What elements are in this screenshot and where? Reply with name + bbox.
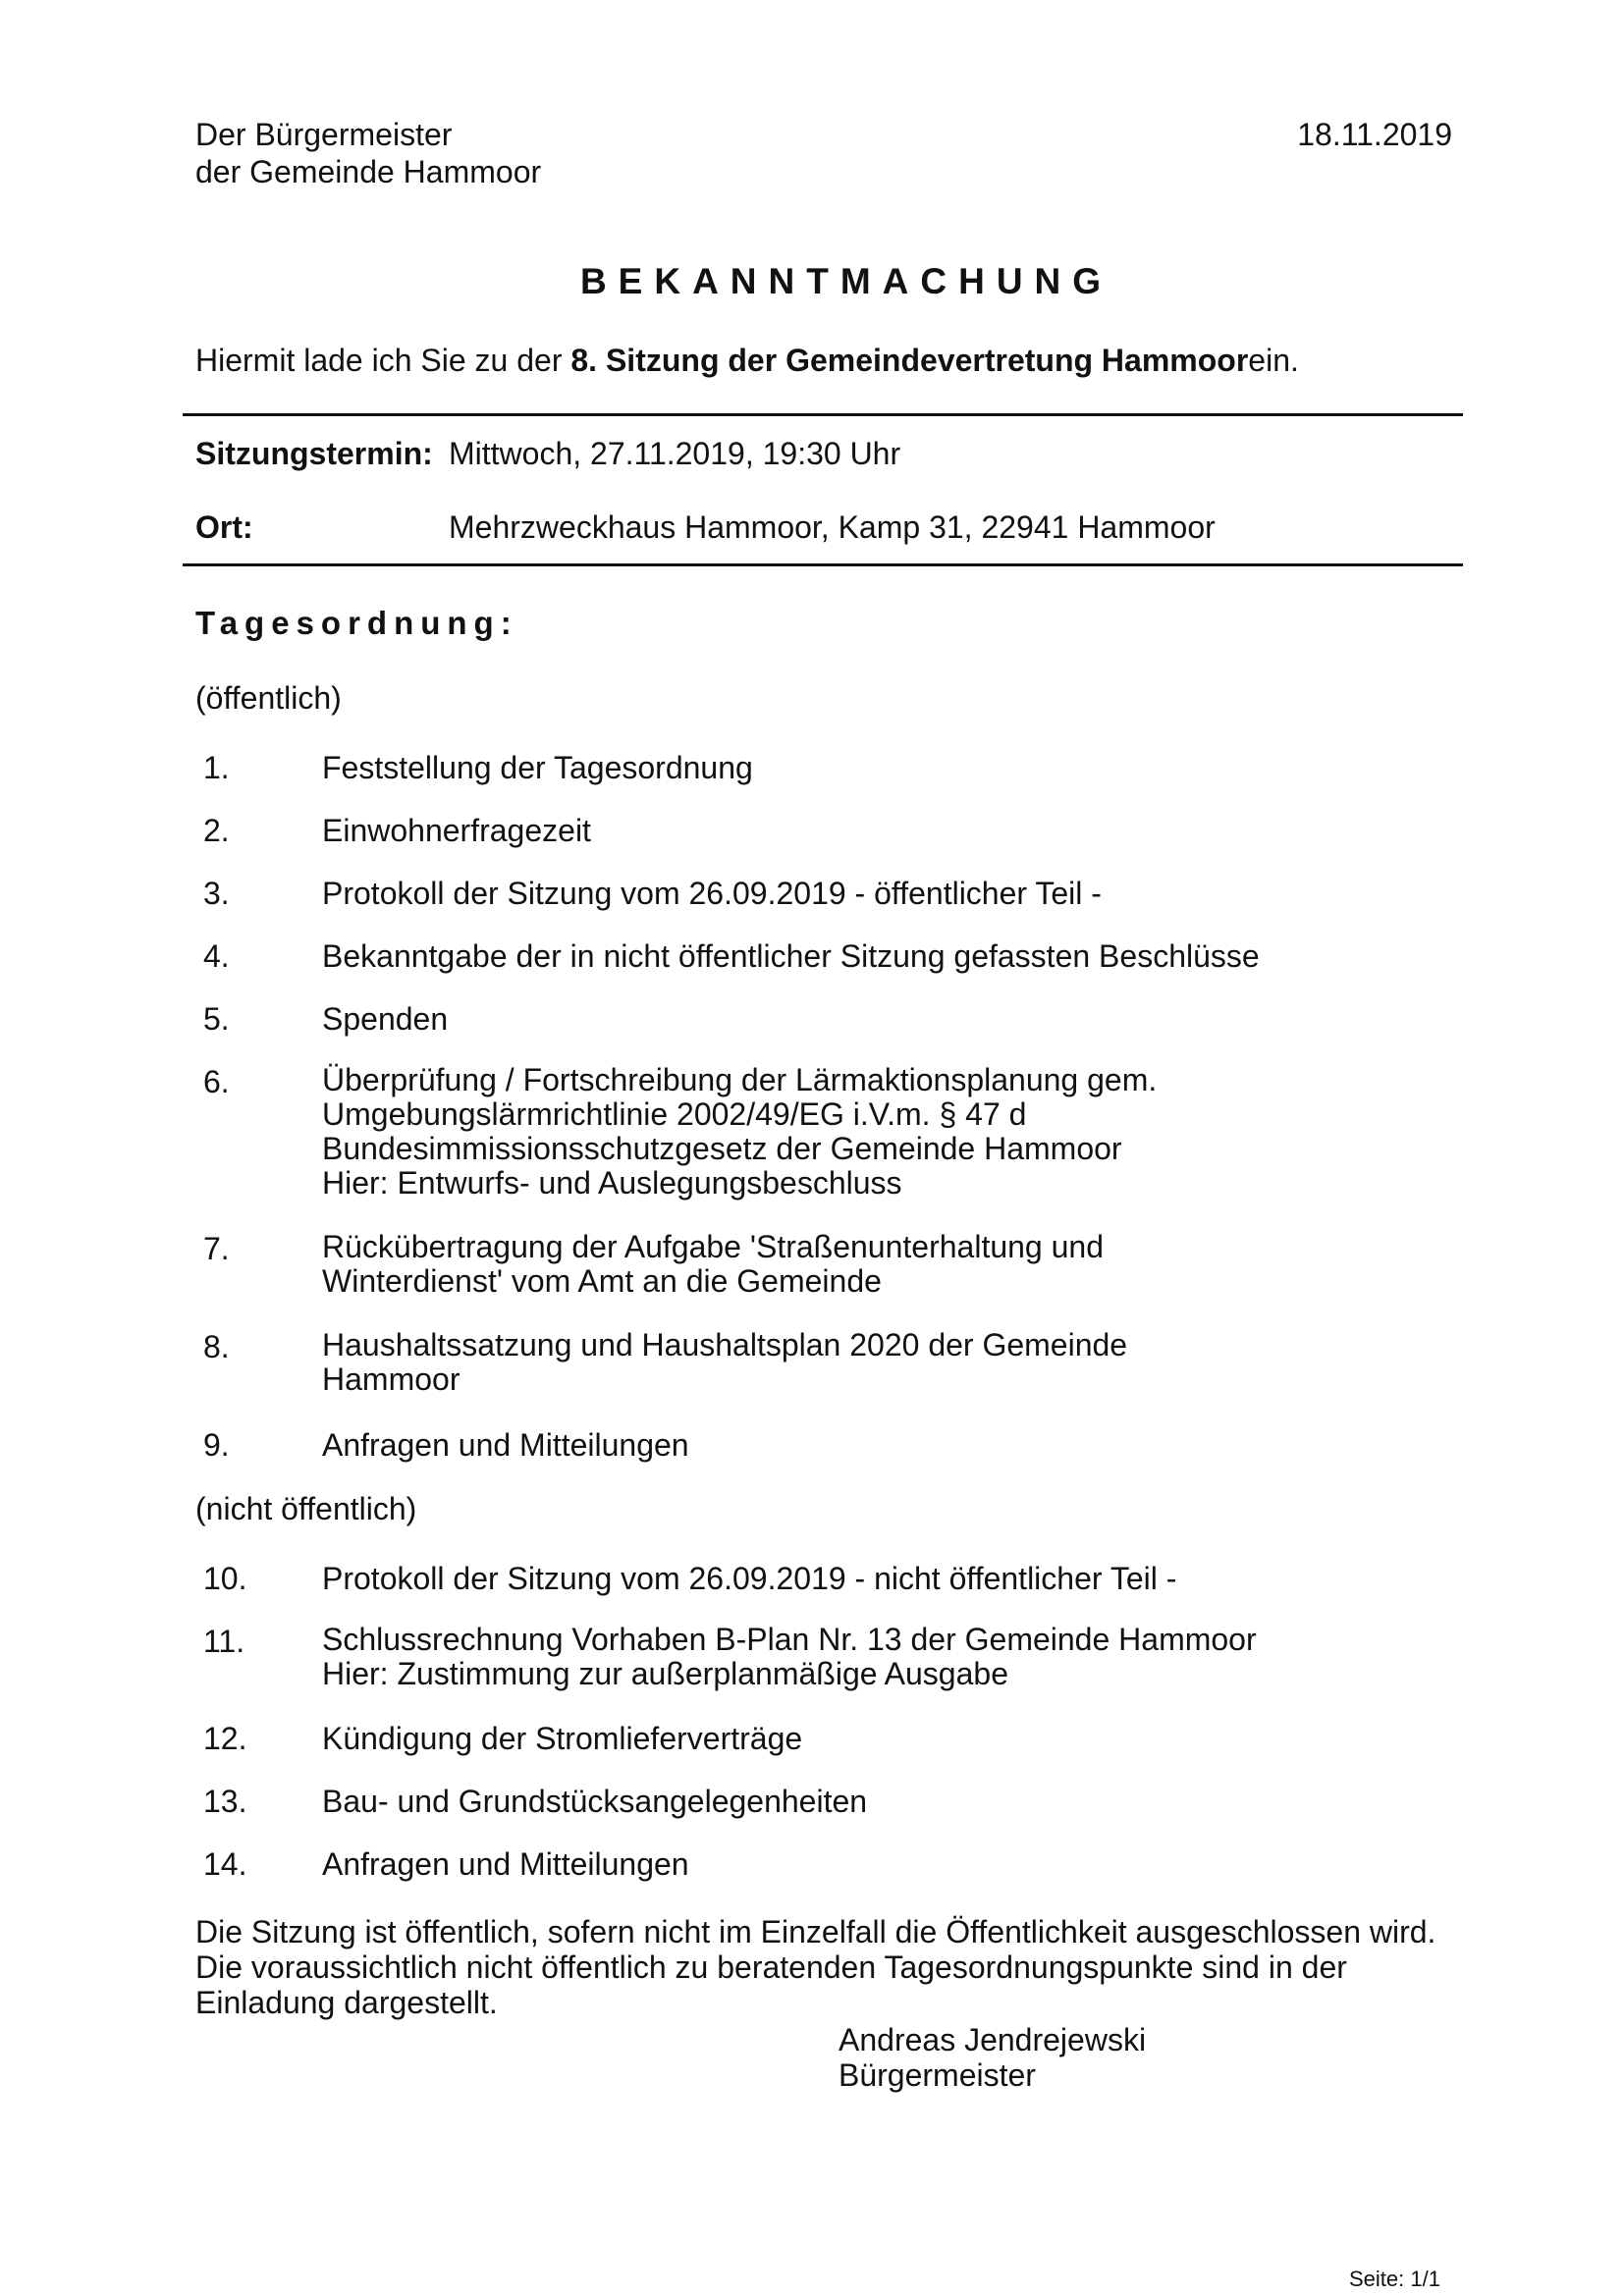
meeting-date-value: Mittwoch, 27.11.2019, 19:30 Uhr [449,436,901,471]
agenda-item-text [322,1328,1461,1397]
invitation-suffix: ein. [1248,343,1299,378]
agenda-item-number: 11. [203,1624,245,1659]
document-date: 18.11.2019 [1297,117,1452,152]
agenda-item-text [322,1623,1461,1691]
meeting-place-value: Mehrzweckhaus Hammoor, Kamp 31, 22941 Hammoor [449,509,1216,545]
agenda-item-line: Anfragen und Mitteilungen [322,1427,689,1463]
agenda-item-line: Überprüfung / Fortschreibung der Lärmaktionsplanung gem. [322,1062,1158,1097]
agenda-item-line: Hier: Entwurfs- und Auslegungsbeschluss [322,1165,902,1201]
closing-line: Einladung dargestellt. [195,1985,498,2020]
agenda-item-number: 2. [203,813,230,848]
agenda-item-text [322,1063,1461,1201]
invitation-prefix: Hiermit lade ich Sie zu der [195,343,571,378]
agenda-item-line: Haushaltssatzung und Haushaltsplan 2020 der Gemeinde [322,1327,1128,1362]
meeting-place-label: Ort: [195,509,253,545]
sender-municipality: der Gemeinde Hammoor [195,154,542,189]
nonpublic-section-label: (nicht öffentlich) [195,1491,417,1526]
agenda-item-number: 3. [203,876,230,911]
agenda-item-line: Rückübertragung der Aufgabe 'Straßenunterhaltung und [322,1229,1104,1264]
agenda-item-number: 1. [203,750,230,785]
agenda-item-line: Spenden [322,1001,449,1037]
agenda-item-text [322,875,1461,912]
agenda-item-line: Hier: Zustimmung zur außerplanmäßige Ausgabe [322,1656,1008,1691]
agenda-heading: Tagesordnung: [195,605,518,641]
agenda-item-line: Winterdienst' vom Amt an die Gemeinde [322,1263,882,1299]
sender-block [195,116,541,190]
agenda-item-line: Bekanntgabe der in nicht öffentlicher Sitzung gefassten Beschlüsse [322,938,1260,974]
agenda-item-line: Umgebungslärmrichtlinie 2002/49/EG i.V.m. § 47 d [322,1096,1027,1132]
signature-block [839,2022,1146,2093]
agenda-item-number: 6. [203,1064,230,1099]
agenda-item-text [322,1720,1461,1757]
agenda-item-text [322,937,1461,975]
divider-bottom [183,563,1463,566]
agenda-item-line: Kündigung der Stromlieferverträge [322,1721,803,1756]
signatory-role: Bürgermeister [839,2057,1036,2093]
agenda-item-line: Anfragen und Mitteilungen [322,1846,689,1882]
divider-top [183,413,1463,416]
meeting-date-label: Sitzungstermin: [195,436,433,471]
agenda-item-number: 13. [203,1784,247,1819]
agenda-item-text [322,1230,1461,1299]
agenda-item-line: Feststellung der Tagesordnung [322,750,753,785]
agenda-item-text [322,1000,1461,1038]
closing-line: Die Sitzung ist öffentlich, sofern nicht im Einzelfall die Öffentlichkeit ausgeschlossen wird. [195,1914,1436,1949]
agenda-item-text [322,1426,1461,1464]
agenda-item-text [322,812,1461,849]
page-number: Seite: 1/1 [1349,2267,1440,2291]
meeting-name: 8. Sitzung der Gemeindevertretung Hammoor [570,343,1249,378]
document-title: BEKANNTMACHUNG [579,261,1113,301]
agenda-item-line: Bau- und Grundstücksangelegenheiten [322,1784,868,1819]
public-section-label: (öffentlich) [195,680,342,716]
invitation-text [195,342,1299,379]
agenda-item-number: 4. [203,938,230,974]
agenda-item-line: Bundesimmissionsschutzgesetz der Gemeinde Hammoor [322,1131,1122,1166]
agenda-item-text [322,1783,1461,1820]
agenda-item-text [322,1560,1461,1597]
closing-paragraph [195,1914,1435,2020]
agenda-item-line: Hammoor [322,1362,460,1397]
sender-title: Der Bürgermeister [195,117,453,152]
agenda-item-line: Einwohnerfragezeit [322,813,591,848]
agenda-item-text [322,749,1461,786]
closing-line: Die voraussichtlich nicht öffentlich zu beratenden Tagesordnungspunkte sind in der [195,1949,1347,1985]
agenda-item-number: 12. [203,1721,247,1756]
agenda-item-text [322,1845,1461,1883]
agenda-item-line: Protokoll der Sitzung vom 26.09.2019 - öffentlicher Teil - [322,876,1102,911]
agenda-item-line: Protokoll der Sitzung vom 26.09.2019 - nicht öffentlicher Teil - [322,1561,1177,1596]
agenda-item-number: 9. [203,1427,230,1463]
agenda-item-line: Schlussrechnung Vorhaben B-Plan Nr. 13 der Gemeinde Hammoor [322,1622,1257,1657]
agenda-item-number: 8. [203,1329,230,1364]
agenda-item-number: 14. [203,1846,247,1882]
signatory-name: Andreas Jendrejewski [839,2022,1147,2057]
agenda-item-number: 10. [203,1561,247,1596]
agenda-item-number: 5. [203,1001,230,1037]
agenda-item-number: 7. [203,1231,230,1266]
